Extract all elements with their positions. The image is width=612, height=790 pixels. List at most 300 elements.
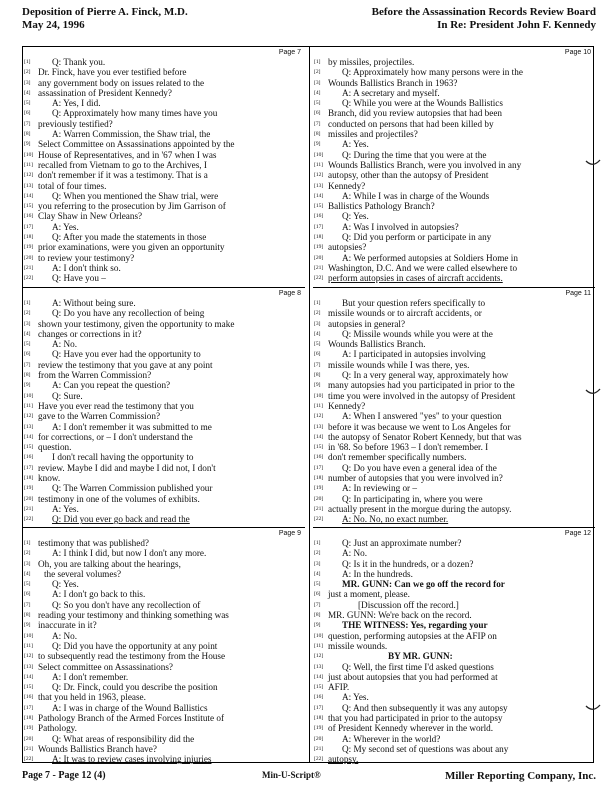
line-text: recalled from Vietnam to go to the Archives, I — [38, 159, 207, 170]
transcript-line — [23, 319, 305, 329]
transcript-line — [23, 401, 305, 411]
line-number: [5] — [314, 341, 321, 348]
line-number: [11] — [24, 642, 33, 649]
line-text: Washington, D.C. And we were called elsewhere to — [328, 262, 518, 273]
line-text: Q: Did you have the opportunity at any point — [52, 640, 218, 651]
transcript-line — [313, 119, 595, 129]
line-text: autopsy. — [328, 754, 359, 765]
transcript-line — [313, 139, 595, 149]
transcript-line — [23, 242, 305, 252]
line-number: [8] — [314, 131, 321, 138]
line-text: BY MR. GUNN: — [388, 651, 453, 662]
transcript-line — [313, 108, 595, 118]
transcript-line — [23, 514, 305, 524]
transcript-line — [23, 380, 305, 390]
transcript-line — [23, 610, 305, 620]
line-number: [14] — [24, 433, 34, 440]
line-number: [8] — [24, 612, 31, 619]
transcript-line — [23, 308, 305, 318]
line-number: [13] — [314, 423, 324, 430]
transcript-line — [23, 170, 305, 180]
line-text: A: I participated in autopsies involving — [342, 349, 486, 360]
transcript-line — [23, 559, 305, 569]
transcript-page — [313, 527, 595, 763]
line-text: A: I was in charge of the Wound Ballistics — [52, 702, 208, 713]
line-text: to subsequently read the testimony from the House — [38, 651, 226, 662]
line-text: MR. GUNN: Can we go off the record for — [342, 579, 505, 590]
line-number: [17] — [314, 704, 324, 711]
transcript-line — [23, 150, 305, 160]
transcript-line — [23, 692, 305, 702]
line-number: [12] — [24, 172, 34, 179]
line-number: [18] — [314, 475, 324, 482]
line-text: missile wounds or to aircraft accidents, or — [328, 308, 482, 319]
transcript-line — [23, 579, 305, 589]
line-number: [21] — [314, 505, 324, 512]
transcript-line — [313, 442, 595, 452]
line-text: Q: While you were at the Wounds Ballistics — [342, 98, 503, 109]
line-number: [11] — [314, 402, 323, 409]
transcript-line — [23, 504, 305, 514]
transcript-line — [23, 703, 305, 713]
transcript-line — [313, 150, 595, 160]
line-text: But your question refers specifically to — [342, 298, 486, 308]
transcript-line — [313, 754, 595, 764]
transcript-line — [313, 723, 595, 733]
line-text: Select Committee on Assassinations appointed by the — [38, 139, 235, 150]
line-text: in '68. So before 1963 – I don't remember. I — [328, 442, 489, 453]
line-text: of President Kennedy wherever in the world. — [328, 723, 494, 734]
transcript-line — [313, 600, 595, 610]
line-number: [4] — [24, 89, 31, 96]
transcript-line — [313, 391, 595, 401]
line-text: Q: Well, the first time I'd asked questions — [342, 661, 494, 672]
line-text: Q: During the time that you were at the — [342, 149, 487, 160]
line-text: number of autopsies that you were involved in? — [328, 473, 503, 484]
line-text: Q: When you mentioned the Shaw trial, were — [52, 190, 219, 201]
line-number: [13] — [314, 182, 324, 189]
line-text: total of four times. — [38, 180, 107, 191]
transcript-line — [313, 242, 595, 252]
line-number: [9] — [314, 622, 321, 629]
line-number: [14] — [314, 673, 324, 680]
page-number: Page 11 — [565, 290, 591, 297]
line-text: any government body on issues related to the — [38, 77, 205, 88]
line-number: [1] — [24, 59, 31, 65]
transcript-line — [313, 319, 595, 329]
line-number: [3] — [314, 79, 321, 86]
transcript-line — [313, 422, 595, 432]
line-text: A: Warren Commission, the Shaw trial, the — [52, 129, 211, 140]
transcript-line — [313, 329, 595, 339]
page-number: Page 7 — [278, 49, 301, 56]
transcript-line — [313, 380, 595, 390]
line-number: [3] — [314, 560, 321, 567]
transcript-line — [313, 78, 595, 88]
line-number: [4] — [314, 330, 321, 337]
line-number: [6] — [24, 110, 31, 117]
line-text: for corrections, or – I don't understand the — [38, 431, 193, 442]
transcript-line — [313, 514, 595, 524]
line-number: [12] — [24, 653, 34, 660]
line-text: autopsies in general? — [328, 318, 406, 329]
line-number: [3] — [314, 320, 321, 327]
line-text: question. — [38, 442, 72, 453]
page-footer — [22, 768, 596, 786]
line-text: A: Yes. — [52, 221, 79, 232]
line-number: [6] — [24, 591, 31, 598]
check-mark — [585, 159, 601, 167]
transcript-line — [23, 723, 305, 733]
line-number: [18] — [24, 234, 34, 241]
line-text: Q: What areas of responsibility did the — [52, 733, 195, 744]
line-number: [12] — [314, 653, 324, 660]
transcript-line — [23, 211, 305, 221]
transcript-line — [313, 263, 595, 273]
page-number: Page 10 — [564, 49, 591, 56]
transcript-line — [313, 360, 595, 370]
line-text: Oh, you are talking about the hearings, — [38, 558, 181, 569]
line-text: the several volumes? — [44, 568, 122, 579]
line-text: A: Was I involved in autopsies? — [342, 221, 459, 232]
transcript-line — [313, 170, 595, 180]
line-text: A: I think I did, but now I don't any more. — [52, 548, 207, 559]
line-number: [18] — [24, 475, 34, 482]
transcript-page — [23, 287, 305, 523]
line-text: you referring to the prosecution by Jim Garrison of — [38, 201, 226, 212]
transcript-line — [23, 631, 305, 641]
line-number: [22] — [24, 275, 34, 282]
line-text: missile wounds. — [328, 640, 388, 651]
transcript-line — [313, 559, 595, 569]
transcript-line — [23, 391, 305, 401]
transcript-line — [23, 119, 305, 129]
transcript-line — [23, 473, 305, 483]
line-text: previously testified? — [38, 118, 113, 129]
transcript-line — [313, 672, 595, 682]
transcript-line — [313, 432, 595, 442]
transcript-lines — [23, 57, 305, 284]
transcript-page — [313, 287, 595, 523]
line-number: [16] — [24, 454, 34, 461]
line-text: Ballistics Pathology Branch? — [328, 201, 435, 212]
line-number: [3] — [24, 79, 31, 86]
line-text: A: No. — [52, 630, 78, 641]
line-number: [14] — [24, 673, 34, 680]
line-text: testimony in one of the volumes of exhibits. — [38, 493, 200, 504]
line-number: [18] — [24, 715, 34, 722]
transcript-line — [313, 538, 595, 548]
line-text: Q: Do you have even a general idea of the — [342, 462, 497, 473]
line-text: A: In the hundreds. — [342, 568, 413, 579]
transcript-line — [313, 483, 595, 493]
line-text: conducted on persons that had been killed by — [328, 118, 494, 129]
line-number: [12] — [314, 172, 324, 179]
line-number: [6] — [314, 591, 321, 598]
line-text: A: A secretary and myself. — [342, 87, 440, 98]
transcript-line — [313, 452, 595, 462]
line-number: [19] — [24, 725, 34, 732]
transcript-line — [23, 744, 305, 754]
line-number: [7] — [24, 120, 31, 127]
line-number: [2] — [314, 550, 321, 557]
transcript-line — [313, 273, 595, 283]
line-text: Q: And then subsequently it was any autopsy — [342, 702, 508, 713]
transcript-lines — [313, 57, 595, 284]
line-number: [7] — [314, 120, 321, 127]
transcript-line — [23, 734, 305, 744]
transcript-line — [313, 504, 595, 514]
check-mark — [585, 388, 601, 396]
line-number: [4] — [24, 570, 31, 577]
line-text: Q: After you made the statements in those — [52, 232, 207, 243]
transcript-lines — [23, 298, 305, 525]
line-text: Wounds Ballistics Branch. — [328, 339, 426, 350]
transcript-line — [313, 473, 595, 483]
line-number: [17] — [24, 464, 34, 471]
line-number: [9] — [314, 141, 321, 148]
line-number: [2] — [24, 550, 31, 557]
transcript-line — [23, 273, 305, 283]
line-number: [13] — [24, 423, 34, 430]
line-number: [19] — [314, 725, 324, 732]
line-number: [1] — [314, 540, 321, 546]
transcript-lines — [313, 298, 595, 525]
line-text: review. Maybe I did and maybe I did not, I don't — [38, 462, 216, 473]
line-number: [1] — [24, 300, 31, 306]
line-number: [1] — [314, 59, 321, 65]
transcript-line — [313, 160, 595, 170]
transcript-line — [23, 651, 305, 661]
line-text: MR. GUNN: We're back on the record. — [328, 610, 472, 621]
line-number: [3] — [24, 320, 31, 327]
line-text: Kennedy? — [328, 400, 366, 411]
line-number: [17] — [314, 223, 324, 230]
transcript-line — [313, 620, 595, 630]
transcript-line — [23, 463, 305, 473]
line-text: testimony that was published? — [38, 538, 149, 548]
line-text: don't remember if it was a testimony. That is a — [38, 170, 208, 181]
line-text: Wounds Ballistics Branch in 1963? — [328, 77, 458, 88]
line-text: Clay Shaw in New Orleans? — [38, 211, 143, 222]
line-text: Q: My second set of questions was about any — [342, 743, 509, 754]
line-number: [7] — [24, 361, 31, 368]
line-text: A: Yes. — [342, 692, 369, 703]
line-number: [22] — [314, 756, 324, 763]
transcript-line — [313, 641, 595, 651]
transcript-line — [313, 339, 595, 349]
line-text: autopsy, other than the autopsy of President — [328, 170, 489, 181]
transcript-line — [23, 422, 305, 432]
line-number: [10] — [24, 632, 34, 639]
transcript-line — [313, 222, 595, 232]
line-text: [Discussion off the record.] — [358, 599, 459, 610]
line-text: A: We performed autopsies at Soldiers Home in — [342, 252, 518, 263]
transcript-line — [23, 483, 305, 493]
transcript-line — [313, 713, 595, 723]
line-text: A: Without being sure. — [52, 298, 136, 308]
line-number: [6] — [24, 351, 31, 358]
transcript-line — [23, 222, 305, 232]
line-number: [19] — [24, 244, 34, 251]
line-number: [15] — [314, 684, 324, 691]
line-text: THE WITNESS: Yes, regarding your — [342, 620, 488, 631]
line-text: A: Yes. — [342, 139, 369, 150]
transcript-line — [313, 651, 595, 661]
transcript-line — [313, 88, 595, 98]
line-number: [13] — [314, 663, 324, 670]
line-number: [16] — [24, 694, 34, 701]
transcript-line — [313, 682, 595, 692]
line-text: Q: Yes. — [342, 211, 369, 222]
transcript-line — [313, 401, 595, 411]
transcript-line — [23, 339, 305, 349]
line-number: [7] — [314, 361, 321, 368]
line-number: [19] — [314, 244, 324, 251]
line-number: [15] — [314, 203, 324, 210]
check-mark — [585, 704, 601, 712]
line-number: [8] — [24, 372, 31, 379]
transcript-line — [313, 494, 595, 504]
line-text: Pathology. — [38, 723, 77, 734]
line-text: Wounds Ballistics Branch have? — [38, 743, 157, 754]
transcript-line — [23, 682, 305, 692]
transcript-line — [313, 631, 595, 641]
line-text: just a moment, please. — [328, 589, 410, 600]
line-text: question, performing autopsies at the AFIP on — [328, 630, 497, 641]
line-text: many autopsies had you participated in prior to the — [328, 380, 515, 391]
line-text: Wounds Ballistics Branch, were you involved in any — [328, 159, 522, 170]
line-number: [21] — [314, 264, 324, 271]
line-number: [6] — [314, 351, 321, 358]
line-text: the autopsy of Senator Robert Kennedy, but that was — [328, 431, 522, 442]
line-number: [22] — [314, 275, 324, 282]
transcript-line — [313, 181, 595, 191]
transcript-line — [23, 452, 305, 462]
transcript-lines — [313, 538, 595, 765]
line-text: A: Can you repeat the question? — [52, 380, 171, 391]
transcript-line — [23, 232, 305, 242]
line-number: [22] — [24, 516, 34, 523]
line-number: [15] — [314, 444, 324, 451]
line-number: [19] — [24, 485, 34, 492]
line-text: shown your testimony, given the opportunity to make — [38, 318, 235, 329]
transcript-line — [313, 211, 595, 221]
transcript-page — [23, 527, 305, 763]
line-number: [8] — [24, 131, 31, 138]
transcript-line — [23, 329, 305, 339]
transcript-line — [313, 548, 595, 558]
line-number: [15] — [24, 684, 34, 691]
line-number: [10] — [24, 151, 34, 158]
line-number: [6] — [314, 110, 321, 117]
line-text: Q: The Warren Commission published your — [52, 483, 213, 494]
line-text: A: Yes. — [52, 503, 79, 514]
transcript-line — [313, 610, 595, 620]
line-number: [22] — [314, 516, 324, 523]
case-title: In Re: President John F. Kennedy — [437, 19, 596, 31]
line-number: [2] — [24, 69, 31, 76]
line-number: [10] — [314, 632, 324, 639]
transcript-line — [23, 263, 305, 273]
line-text: Q: Do you have any recollection of being — [52, 308, 205, 319]
line-text: Select committee on Assassinations? — [38, 661, 173, 672]
transcript-line — [313, 579, 595, 589]
line-number: [17] — [24, 704, 34, 711]
line-text: A: I don't think so. — [52, 262, 121, 273]
line-text: Q: In participating in, where you were — [342, 493, 483, 504]
line-number: [18] — [314, 234, 324, 241]
line-number: [7] — [314, 601, 321, 608]
line-number: [11] — [24, 161, 33, 168]
line-text: Have you ever read the testimony that you — [38, 400, 194, 411]
line-number: [21] — [24, 505, 34, 512]
line-text: AFIP. — [328, 682, 350, 693]
line-number: [2] — [24, 310, 31, 317]
line-number: [4] — [314, 89, 321, 96]
line-number: [14] — [314, 433, 324, 440]
reporting-company: Miller Reporting Company, Inc. — [444, 770, 596, 782]
transcript-line — [313, 57, 595, 67]
transcript-line — [23, 191, 305, 201]
transcript-line — [23, 201, 305, 211]
line-text: A: I don't remember. — [52, 671, 129, 682]
line-number: [19] — [314, 485, 324, 492]
line-number: [14] — [24, 192, 34, 199]
transcript-line — [23, 548, 305, 558]
transcript-line — [313, 734, 595, 744]
line-number: [16] — [314, 694, 324, 701]
transcript-page — [313, 47, 595, 283]
line-number: [17] — [314, 464, 324, 471]
line-number: [16] — [314, 454, 324, 461]
line-text: A: Wherever in the world? — [342, 733, 441, 744]
line-text: Q: Have you – — [52, 273, 106, 284]
line-number: [3] — [24, 560, 31, 567]
line-text: gave to the Warren Commission? — [38, 411, 161, 422]
transcript-line — [313, 463, 595, 473]
line-text: Pathology Branch of the Armed Forces Institute of — [38, 713, 225, 724]
line-text: don't remember specifically numbers. — [328, 452, 467, 463]
line-text: actually present in the morgue during the autopsy. — [328, 503, 512, 514]
line-text: Q: Have you ever had the opportunity to — [52, 349, 201, 360]
line-text: autopsies? — [328, 242, 367, 253]
page-number: Page 8 — [278, 290, 301, 297]
transcript-line — [313, 201, 595, 211]
line-text: A: Yes, I did. — [52, 98, 101, 109]
line-number: [15] — [24, 203, 34, 210]
line-number: [7] — [24, 601, 31, 608]
transcript-line — [23, 181, 305, 191]
min-u-script-mark: Min-U-Script® — [262, 770, 321, 780]
line-number: [12] — [314, 413, 324, 420]
line-text: Branch, did you review autopsies that had been — [328, 108, 503, 119]
transcript-line — [23, 370, 305, 380]
line-number: [17] — [24, 223, 34, 230]
line-number: [20] — [24, 735, 34, 742]
line-number: [5] — [24, 341, 31, 348]
line-number: [2] — [314, 69, 321, 76]
line-text: Q: Is it in the hundreds, or a dozen? — [342, 558, 474, 569]
transcript-line — [313, 349, 595, 359]
transcript-line — [23, 129, 305, 139]
transcript-line — [313, 411, 595, 421]
transcript-line — [23, 600, 305, 610]
transcript-line — [23, 360, 305, 370]
line-number: [12] — [24, 413, 34, 420]
transcript-line — [23, 672, 305, 682]
transcript-line — [23, 569, 305, 579]
